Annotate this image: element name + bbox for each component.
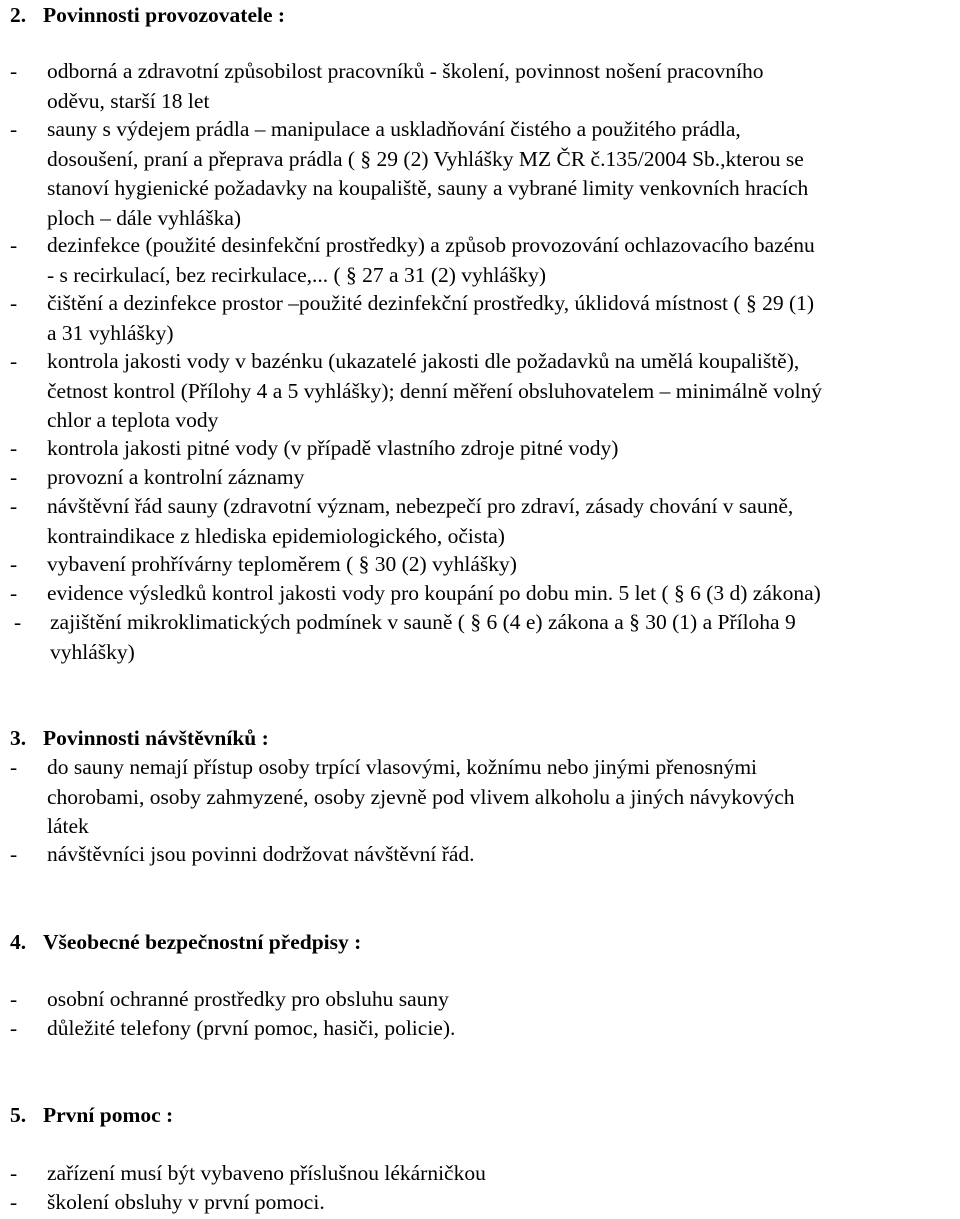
list-item <box>10 985 956 1015</box>
section-5-heading <box>10 1101 173 1131</box>
list-item-text: provozní a kontrolní záznamy <box>47 465 305 489</box>
list-item-text: čištění a dezinfekce prostor –použité dezinfekční prostředky, úklidová místnost ( § 29 (1) a 31 vyhlášky) <box>47 291 815 345</box>
list-item <box>10 1159 956 1189</box>
list-item-text: zařízení musí být vybaveno příslušnou lékárničkou <box>47 1161 486 1185</box>
list-item-text: školení obsluhy v první pomoci. <box>47 1190 325 1214</box>
list-item <box>10 1188 956 1218</box>
list-item <box>10 579 956 609</box>
bullet-dash: - <box>10 1161 18 1185</box>
section-3-heading <box>10 724 269 754</box>
list-item <box>10 115 956 233</box>
list-item <box>10 289 956 348</box>
list-item <box>10 347 956 436</box>
section-2-heading <box>10 1 285 31</box>
bullet-dash: - <box>10 349 18 373</box>
list-item <box>10 492 956 551</box>
list-item <box>10 57 956 116</box>
list-item <box>10 434 956 464</box>
list-item-text: zajištění mikroklimatických podmínek v sauně ( § 6 (4 e) zákona a § 30 (1) a Příloha 9 vyhlášky) <box>50 610 796 664</box>
list-item-text: dezinfekce (použité desinfekční prostředky) a způsob provozování ochlazovacího bazénu - s recirkulací, bez recirkulace,... ( § 27 a 31 (2) vyhlášky) <box>47 233 815 287</box>
bullet-dash: - <box>10 842 18 866</box>
bullet-dash: - <box>10 987 18 1011</box>
list-item-text: odborná a zdravotní způsobilost pracovníků - školení, povinnost nošení pracovního oděvu, starší 18 let <box>47 59 764 113</box>
bullet-dash: - <box>10 117 18 141</box>
list-item-text: evidence výsledků kontrol jakosti vody pro koupání po dobu min. 5 let ( § 6 (3 d) zákona) <box>47 581 821 605</box>
bullet-dash: - <box>14 610 22 634</box>
list-item-text: osobní ochranné prostředky pro obsluhu sauny <box>47 987 449 1011</box>
bullet-dash: - <box>10 1190 18 1214</box>
bullet-dash: - <box>10 581 18 605</box>
list-item <box>10 550 956 580</box>
section-number: 2. <box>10 3 27 27</box>
list-item-text: vybavení prohřívárny teploměrem ( § 30 (2) vyhlášky) <box>47 552 517 576</box>
bullet-dash: - <box>10 465 18 489</box>
list-item-text: sauny s výdejem prádla – manipulace a uskladňování čistého a použitého prádla, dosoušení, praní a přeprava prádla ( § 29 (2) Vyhlášky MZ ČR č.135/2004 Sb.,kterou se stanoví hygienické požadavky na koupaliště, sauny a vybrané limity venkovních hracích ploch – dále vyhláška) <box>47 117 809 230</box>
list-item <box>10 840 956 870</box>
list-item <box>10 1014 956 1044</box>
list-item-text: návštěvní řád sauny (zdravotní význam, nebezpečí pro zdraví, zásady chování v sauně, kontraindikace z hlediska epidemiologického, očista) <box>47 494 794 548</box>
section-title: První pomoc : <box>43 1103 174 1127</box>
list-item <box>10 463 956 493</box>
bullet-dash: - <box>10 59 18 83</box>
bullet-dash: - <box>10 233 18 257</box>
bullet-dash: - <box>10 1016 18 1040</box>
bullet-dash: - <box>10 291 18 315</box>
section-title: Povinnosti provozovatele : <box>43 3 286 27</box>
section-number: 5. <box>10 1103 27 1127</box>
bullet-dash: - <box>10 552 18 576</box>
list-item-text: důležité telefony (první pomoc, hasiči, policie). <box>47 1016 456 1040</box>
section-4-heading <box>10 928 361 958</box>
section-number: 3. <box>10 726 27 750</box>
section-title: Všeobecné bezpečnostní předpisy : <box>43 930 362 954</box>
list-item <box>10 753 956 842</box>
bullet-dash: - <box>10 436 18 460</box>
section-title: Povinnosti návštěvníků : <box>43 726 269 750</box>
list-item-text: kontrola jakosti pitné vody (v případě vlastního zdroje pitné vody) <box>47 436 619 460</box>
list-item-text: kontrola jakosti vody v bazénku (ukazatelé jakosti dle požadavků na umělá koupaliště), četnost kontrol (Přílohy 4 a 5 vyhlášky); denní měření obsluhovatelem – minimálně volný chlor a teplota vody <box>47 349 823 432</box>
list-item <box>10 608 956 667</box>
list-item <box>10 231 956 290</box>
section-number: 4. <box>10 930 27 954</box>
bullet-dash: - <box>10 494 18 518</box>
bullet-dash: - <box>10 755 18 779</box>
list-item-text: do sauny nemají přístup osoby trpící vlasovými, kožnímu nebo jinými přenosnými chorobami, osoby zahmyzené, osoby zjevně pod vlivem alkoholu a jiných návykových látek <box>47 755 795 838</box>
list-item-text: návštěvníci jsou povinni dodržovat návštěvní řád. <box>47 842 475 866</box>
